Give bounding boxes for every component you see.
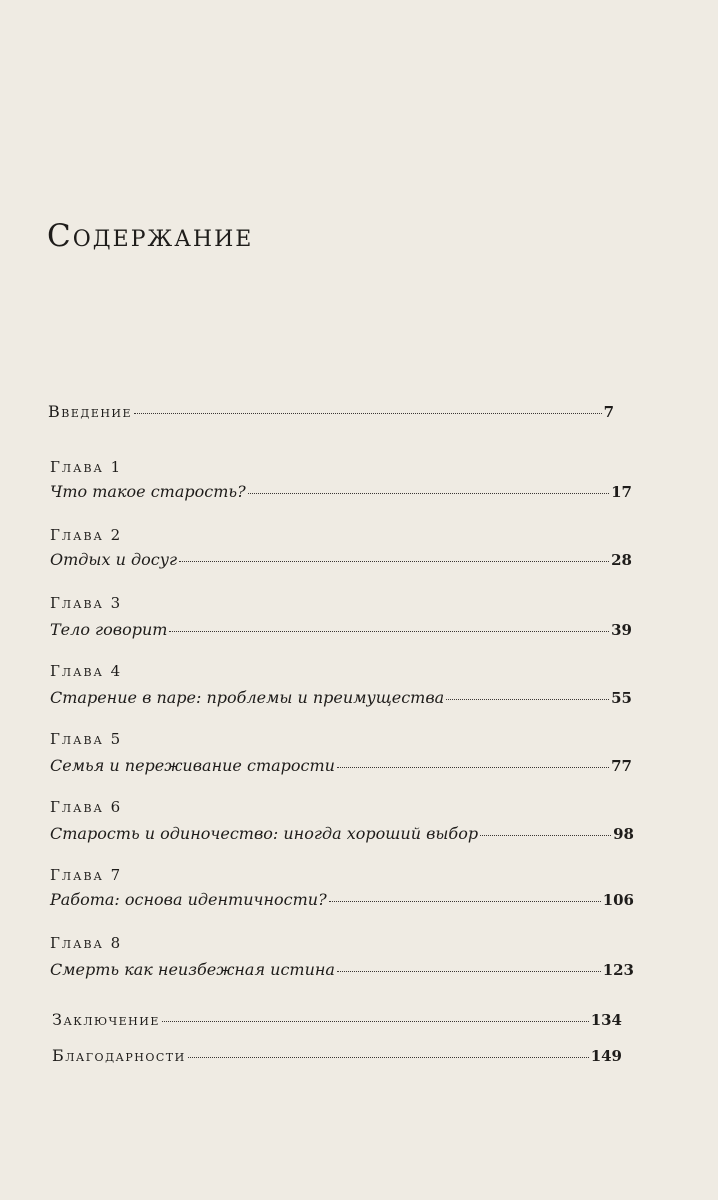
page-number: 55 — [611, 689, 632, 707]
chapter-title: Семья и переживание старости — [50, 756, 335, 775]
toc-entry-label: Введение — [48, 402, 133, 421]
leader-dots — [248, 491, 609, 494]
page-number: 7 — [603, 403, 614, 421]
toc-entry-chapter-6 — [50, 824, 634, 844]
leader-dots — [446, 697, 609, 700]
page-number: 123 — [602, 961, 634, 979]
leader-dots — [169, 629, 609, 632]
leader-dots — [480, 833, 611, 836]
chapter-title: Старение в паре: проблемы и преимущества — [50, 688, 445, 707]
toc-entry-chapter-1 — [50, 482, 632, 502]
chapter-heading: Глава 8 — [50, 934, 123, 952]
chapter-heading: Глава 6 — [50, 798, 123, 816]
chapter-heading: Глава 2 — [50, 526, 123, 544]
page-number: 134 — [590, 1011, 622, 1029]
chapter-heading: Глава 1 — [50, 458, 123, 476]
chapter-title: Отдых и досуг — [50, 550, 178, 569]
page-number: 98 — [613, 825, 634, 843]
toc-entry-chapter-3 — [50, 620, 632, 640]
toc-entry-chapter-7 — [50, 890, 634, 910]
toc-entry-intro — [48, 402, 614, 422]
leader-dots — [337, 969, 601, 972]
page-number: 106 — [602, 891, 634, 909]
page-number: 149 — [590, 1047, 622, 1065]
leader-dots — [188, 1055, 589, 1058]
chapter-title: Старость и одиночество: иногда хороший выбор — [50, 824, 479, 843]
page-number: 39 — [611, 621, 632, 639]
chapter-heading: Глава 7 — [50, 866, 123, 884]
leader-dots — [179, 559, 609, 562]
toc-entry-chapter-8 — [50, 960, 634, 980]
chapter-heading: Глава 3 — [50, 594, 123, 612]
chapter-title: Тело говорит — [50, 620, 168, 639]
page-number: 77 — [611, 757, 632, 775]
chapter-title: Работа: основа идентичности? — [50, 890, 327, 909]
toc-entry-chapter-2 — [50, 550, 632, 570]
toc-entry-thanks — [52, 1046, 622, 1066]
toc-entry-label: Заключение — [52, 1010, 160, 1029]
chapter-heading: Глава 5 — [50, 730, 123, 748]
toc-entry-chapter-5 — [50, 756, 632, 776]
toc-entry-chapter-4 — [50, 688, 632, 708]
leader-dots — [337, 765, 609, 768]
chapter-title: Что такое старость? — [50, 482, 246, 501]
leader-dots — [162, 1019, 589, 1022]
toc-entry-conclusion — [52, 1010, 622, 1030]
page-number: 28 — [611, 551, 632, 569]
page-title: Содержание — [47, 218, 254, 254]
chapter-heading: Глава 4 — [50, 662, 123, 680]
leader-dots — [134, 411, 602, 414]
leader-dots — [329, 899, 601, 902]
chapter-title: Смерть как неизбежная истина — [50, 960, 335, 979]
page-number: 17 — [611, 483, 632, 501]
toc-entry-label: Благодарности — [52, 1046, 186, 1065]
